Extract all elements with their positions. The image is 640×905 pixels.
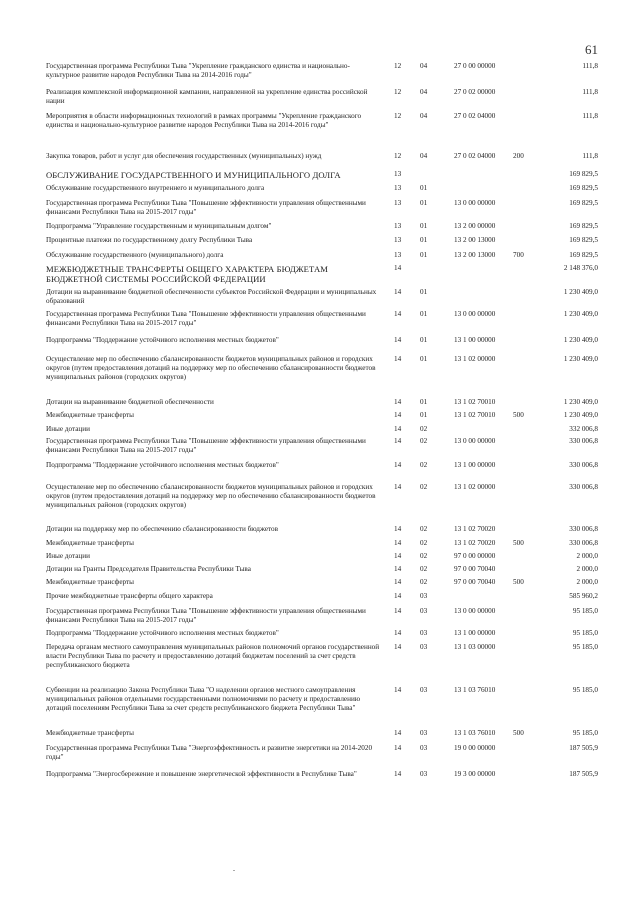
row-amount: 187 505,9: [569, 770, 598, 778]
row-expense-type: 500: [513, 578, 524, 586]
row-expense-type: 700: [513, 251, 524, 259]
row-subsection-code: 01: [420, 398, 428, 406]
row-name: Дотации на Гранты Председателя Правительства Республики Тыва: [46, 565, 251, 573]
row-name: Иные дотации: [46, 425, 90, 433]
row-target-article: 13 2 00 00000: [454, 222, 496, 230]
row-target-article: 13 1 02 70010: [454, 411, 496, 419]
row-subsection-code: 03: [420, 729, 428, 737]
row-target-article: 19 3 00 00000: [454, 770, 496, 778]
row-target-article: 13 1 03 76010: [454, 686, 496, 694]
row-amount: 2 000,0: [576, 552, 598, 560]
row-subsection-code: 02: [420, 483, 428, 491]
row-subsection-code: 02: [420, 552, 428, 560]
row-section-code: 14: [394, 336, 402, 344]
row-target-article: 19 0 00 00000: [454, 744, 496, 752]
row-name: Государственная программа Республики Тыва "Укрепление гражданского единства и национально-культурное развитие народов Республики Тыва на 2014-2016 годы": [46, 62, 350, 79]
row-amount: 330 006,8: [569, 461, 598, 469]
row-amount: 95 185,0: [572, 607, 598, 615]
row-section-code: 14: [394, 744, 402, 752]
row-name: Подпрограмма "Поддержание устойчивого исполнения местных бюджетов": [46, 461, 279, 469]
row-subsection-code: 01: [420, 222, 428, 230]
row-name: Государственная программа Республики Тыва "Повышение эффективности управления общественными финансами Республики Тыва на 2015-2017 годы": [46, 607, 366, 624]
row-section-code: 13: [394, 236, 402, 244]
row-subsection-code: 02: [420, 578, 428, 586]
row-amount: 1 230 409,0: [563, 336, 598, 344]
row-name: Осуществление мер по обеспечению сбалансированности бюджетов муниципальных районов и городских округов (путем предоставления дотаций на поддержку мер по обеспечению сбалансированности бюджетов муниципальных районов (городских округов): [46, 355, 376, 381]
row-section-code: 12: [394, 62, 402, 70]
row-name: Субвенции на реализацию Закона Республики Тыва "О наделении органов местного самоуправления муниципальных районов отдельными государственными полномочиями по расчету и предоставлению дотаций поселениям Республики Тыва за счет средств республиканского бюджета Республики Тыва": [46, 686, 361, 712]
row-amount: 2 000,0: [576, 578, 598, 586]
row-target-article: 13 0 00 00000: [454, 199, 496, 207]
row-section-code: 13: [394, 184, 402, 192]
row-subsection-code: 02: [420, 437, 428, 445]
row-subsection-code: 04: [420, 112, 428, 120]
row-name: Осуществление мер по обеспечению сбалансированности бюджетов муниципальных районов и городских округов (путем предоставления дотаций на поддержку мер по обеспечению сбалансированности бюджетов муниципальных районов (городских округов): [46, 483, 376, 509]
row-amount: 2 000,0: [576, 565, 598, 573]
row-target-article: 27 0 00 00000: [454, 62, 496, 70]
row-target-article: 13 1 02 00000: [454, 483, 496, 491]
row-name: Подпрограмма "Поддержание устойчивого исполнения местных бюджетов": [46, 336, 279, 344]
row-target-article: 13 1 00 00000: [454, 336, 496, 344]
row-target-article: 13 1 02 00000: [454, 355, 496, 363]
row-name: Мероприятия в области информационных технологий в рамках программы "Укрепление гражданского единства и национально-культурное развитие народов Республики Тыва на 2014-2016 годы": [46, 112, 362, 129]
row-target-article: 13 1 02 70020: [454, 525, 496, 533]
row-amount: 1 230 409,0: [563, 355, 598, 363]
row-expense-type: 500: [513, 729, 524, 737]
row-amount: 585 960,2: [569, 592, 598, 600]
row-name: Государственная программа Республики Тыва "Повышение эффективности управления общественными финансами Республики Тыва на 2015-2017 годы": [46, 199, 366, 216]
row-section-code: 13: [394, 251, 402, 259]
row-section-code: 14: [394, 310, 402, 318]
row-subsection-code: 03: [420, 592, 428, 600]
row-name: Межбюджетные трансферты: [46, 578, 134, 586]
row-target-article: 97 0 00 00000: [454, 552, 496, 560]
row-name: Дотации на выравнивание бюджетной обеспеченности субъектов Российской Федерации и муниципальных образований: [46, 288, 377, 305]
row-name: Межбюджетные трансферты: [46, 411, 134, 419]
page-number: 61: [585, 42, 598, 57]
row-name: Государственная программа Республики Тыва "Повышение эффективности управления общественными финансами Республики Тыва на 2015-2017 годы": [46, 437, 366, 454]
row-subsection-code: 01: [420, 336, 428, 344]
row-amount: 111,8: [582, 112, 598, 120]
row-subsection-code: 02: [420, 425, 428, 433]
row-amount: 169 829,5: [569, 222, 598, 230]
row-amount: 330 006,8: [569, 437, 598, 445]
row-name: Государственная программа Республики Тыва "Энергоэффективность и развитие энергетики на 2014-2020 годы": [46, 744, 373, 761]
row-section-code: 14: [394, 643, 402, 651]
row-expense-type: 500: [513, 539, 524, 547]
row-subsection-code: 04: [420, 62, 428, 70]
row-name: Иные дотации: [46, 552, 90, 560]
row-target-article: 13 2 00 13000: [454, 251, 496, 259]
row-amount: 95 185,0: [572, 629, 598, 637]
row-subsection-code: 03: [420, 686, 428, 694]
row-section-code: 14: [394, 288, 402, 296]
row-section-code: 14: [394, 607, 402, 615]
row-amount: 111,8: [582, 62, 598, 70]
row-target-article: 13 1 02 70020: [454, 539, 496, 547]
row-subsection-code: 01: [420, 199, 428, 207]
row-amount: 1 230 409,0: [563, 288, 598, 296]
row-name: МЕЖБЮДЖЕТНЫЕ ТРАНСФЕРТЫ ОБЩЕГО ХАРАКТЕРА БЮДЖЕТАМ БЮДЖЕТНОЙ СИСТЕМЫ РОССИЙСКОЙ ФЕДЕРАЦИИ: [46, 264, 328, 284]
row-target-article: 97 0 00 70040: [454, 565, 496, 573]
row-subsection-code: 04: [420, 152, 428, 160]
row-section-code: 14: [394, 729, 402, 737]
row-subsection-code: 02: [420, 539, 428, 547]
row-section-code: 12: [394, 112, 402, 120]
row-name: Передача органам местного самоуправления муниципальных районов полномочий органов государственной власти Республики Тыва по расчету и предоставлению дотаций бюджетам поселений за счет средств республиканского бюджета: [46, 643, 380, 669]
row-name: Процентные платежи по государственному долгу Республики Тыва: [46, 236, 253, 244]
row-subsection-code: 02: [420, 525, 428, 533]
row-subsection-code: 03: [420, 607, 428, 615]
row-section-code: 14: [394, 592, 402, 600]
row-section-code: 14: [394, 552, 402, 560]
row-section-code: 14: [394, 539, 402, 547]
row-amount: 111,8: [582, 88, 598, 96]
row-subsection-code: 02: [420, 461, 428, 469]
row-amount: 1 230 409,0: [563, 411, 598, 419]
row-section-code: 12: [394, 88, 402, 96]
scan-speck: [233, 870, 235, 871]
row-section-code: 14: [394, 355, 402, 363]
row-name: Подпрограмма "Энергосбережение и повышение энергетической эффективности в Республике Тыва": [46, 770, 357, 778]
row-subsection-code: 01: [420, 411, 428, 419]
row-amount: 95 185,0: [572, 686, 598, 694]
row-section-code: 14: [394, 525, 402, 533]
row-target-article: 13 0 00 00000: [454, 437, 496, 445]
row-name: Обслуживание государственного (муниципального) долга: [46, 251, 224, 259]
row-target-article: 13 2 00 13000: [454, 236, 496, 244]
row-section-code: 13: [394, 222, 402, 230]
row-amount: 330 006,8: [569, 539, 598, 547]
row-amount: 169 829,5: [569, 184, 598, 192]
row-amount: 2 148 376,0: [563, 264, 598, 272]
row-target-article: 13 0 00 00000: [454, 310, 496, 318]
row-section-code: 14: [394, 425, 402, 433]
row-name: Закупка товаров, работ и услуг для обеспечения государственных (муниципальных) нужд: [46, 152, 322, 160]
row-name: Прочие межбюджетные трансферты общего характера: [46, 592, 213, 600]
row-subsection-code: 03: [420, 643, 428, 651]
row-amount: 95 185,0: [572, 729, 598, 737]
row-section-code: 14: [394, 686, 402, 694]
row-amount: 1 230 409,0: [563, 310, 598, 318]
row-name: Государственная программа Республики Тыва "Повышение эффективности управления общественными финансами Республики Тыва на 2015-2017 годы": [46, 310, 366, 327]
row-subsection-code: 04: [420, 88, 428, 96]
row-section-code: 13: [394, 170, 402, 178]
row-target-article: 13 1 00 00000: [454, 629, 496, 637]
row-amount: 111,8: [582, 152, 598, 160]
row-expense-type: 200: [513, 152, 524, 160]
row-subsection-code: 01: [420, 355, 428, 363]
row-target-article: 97 0 00 70040: [454, 578, 496, 586]
row-subsection-code: 02: [420, 565, 428, 573]
row-amount: 169 829,5: [569, 251, 598, 259]
row-section-code: 14: [394, 565, 402, 573]
row-subsection-code: 01: [420, 184, 428, 192]
row-target-article: 27 0 02 00000: [454, 88, 496, 96]
row-section-code: 14: [394, 264, 402, 272]
row-section-code: 14: [394, 437, 402, 445]
row-name: ОБСЛУЖИВАНИЕ ГОСУДАРСТВЕННОГО И МУНИЦИПАЛЬНОГО ДОЛГА: [46, 170, 341, 180]
row-subsection-code: 03: [420, 629, 428, 637]
row-section-code: 14: [394, 629, 402, 637]
row-name: Межбюджетные трансферты: [46, 729, 134, 737]
row-section-code: 14: [394, 770, 402, 778]
row-subsection-code: 01: [420, 310, 428, 318]
row-target-article: 27 0 02 04000: [454, 152, 496, 160]
row-section-code: 14: [394, 398, 402, 406]
row-expense-type: 500: [513, 411, 524, 419]
row-name: Дотации на выравнивание бюджетной обеспеченности: [46, 398, 214, 406]
row-amount: 330 006,8: [569, 483, 598, 491]
row-target-article: 27 0 02 04000: [454, 112, 496, 120]
row-target-article: 13 1 00 00000: [454, 461, 496, 469]
row-subsection-code: 01: [420, 288, 428, 296]
row-amount: 187 505,9: [569, 744, 598, 752]
row-target-article: 13 1 03 00000: [454, 643, 496, 651]
row-amount: 330 006,8: [569, 525, 598, 533]
row-amount: 95 185,0: [572, 643, 598, 651]
row-amount: 169 829,5: [569, 199, 598, 207]
row-section-code: 14: [394, 483, 402, 491]
row-subsection-code: 01: [420, 236, 428, 244]
row-name: Подпрограмма "Управление государственным и муниципальным долгом": [46, 222, 272, 230]
row-section-code: 14: [394, 461, 402, 469]
row-amount: 169 829,5: [569, 236, 598, 244]
row-name: Межбюджетные трансферты: [46, 539, 134, 547]
row-section-code: 13: [394, 199, 402, 207]
row-subsection-code: 03: [420, 770, 428, 778]
row-amount: 1 230 409,0: [563, 398, 598, 406]
row-section-code: 14: [394, 578, 402, 586]
row-section-code: 12: [394, 152, 402, 160]
row-name: Подпрограмма "Поддержание устойчивого исполнения местных бюджетов": [46, 629, 279, 637]
row-name: Дотации на поддержку мер по обеспечению сбалансированности бюджетов: [46, 525, 279, 533]
row-target-article: 13 1 02 70010: [454, 398, 496, 406]
row-amount: 332 006,8: [569, 425, 598, 433]
row-name: Реализация комплексной информационной кампании, направленной на укрепление единства российской нации: [46, 88, 368, 105]
row-subsection-code: 03: [420, 744, 428, 752]
row-name: Обслуживание государственного внутреннего и муниципального долга: [46, 184, 265, 192]
row-target-article: 13 0 00 00000: [454, 607, 496, 615]
row-subsection-code: 01: [420, 251, 428, 259]
row-amount: 169 829,5: [569, 170, 598, 178]
row-target-article: 13 1 03 76010: [454, 729, 496, 737]
row-section-code: 14: [394, 411, 402, 419]
